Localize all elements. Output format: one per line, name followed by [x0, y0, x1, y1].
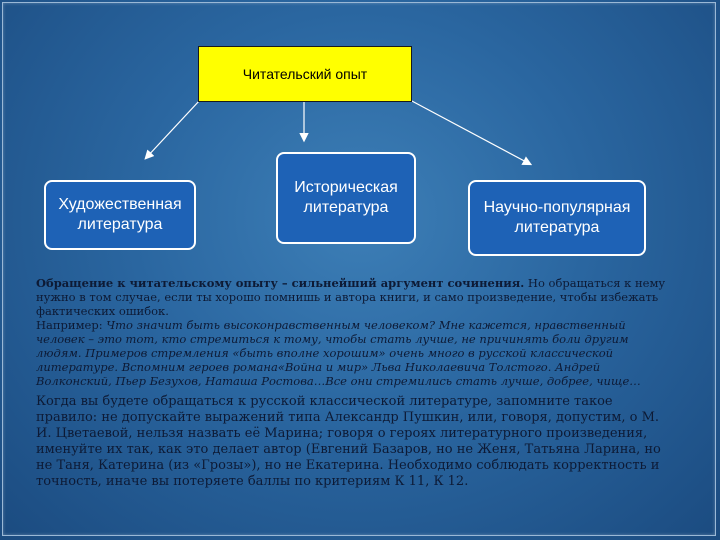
body-text — [36, 276, 676, 490]
reader-experience-box — [198, 46, 412, 102]
popular-science-box — [468, 180, 646, 256]
paragraph-intro — [36, 276, 676, 318]
reader-experience-label: Читательский опыт — [242, 66, 368, 82]
paragraph-example — [36, 318, 676, 388]
intro-lead: Обращение к читательскому опыту – сильнейший аргумент сочинения. — [36, 276, 525, 290]
example-text: Что значит быть высоконравственным человеком? Мне кажется, нравственный человек – это тот, кто стремиться к тому, чтобы стать лучше, не причинять боли другим людям. Примеров стремления «быть вполне хорошим» очень много в русской классической литературе. Вспомним героев романа«Война и мир» Льва Николаевича Толстого. Андрей Волконский, Пьер Безухов, Наташа Ростова…Все они стремились стать лучше, добрее, чище… — [36, 318, 641, 388]
example-label: Например: — [36, 318, 107, 332]
fiction-box — [44, 180, 196, 250]
arrow-to-popular-science — [410, 100, 530, 164]
intro-rest: Но обращаться к нему нужно в том случае, если ты хорошо помнишь и автора книги, и само произведение, чтобы избежать фактических ошибок. — [36, 276, 666, 318]
historical-box — [276, 152, 416, 244]
paragraph-rule: Когда вы будете обращаться к русской классической литературе, запомните такое правило: не допускайте выражений типа Александр Пушкин, или, говоря, допустим, о М. И. Цветаевой, нельзя назвать её Марина; говоря о героях литературного произведения, именуйте их так, как это делает автор (Евгений Базаров, но не Женя, Татьяна Ларина, но не Таня, Катерина (из «Грозы»), но не Екатерина. Необходимо соблюдать корректность и точность, иначе вы потеряете баллы по критериям К 11, К 12. — [36, 394, 661, 489]
fiction-label: Художественная литература — [58, 196, 182, 233]
arrow-to-fiction — [146, 100, 200, 158]
popular-science-label: Научно-популярная литература — [483, 199, 631, 236]
historical-label: Историческая литература — [294, 179, 398, 216]
